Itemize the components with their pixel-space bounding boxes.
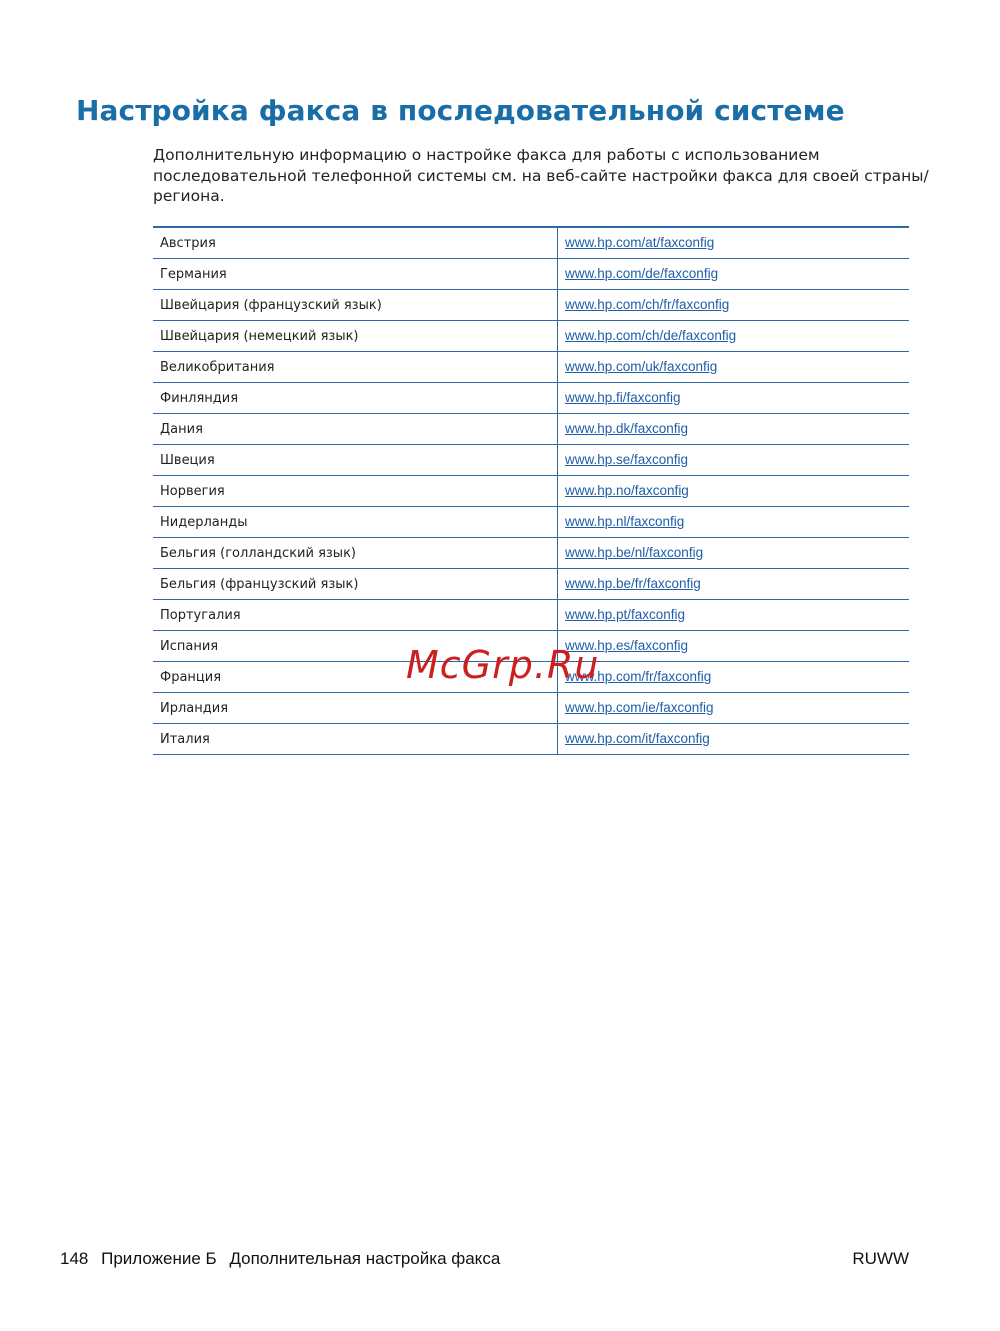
country-cell: Швеция bbox=[153, 445, 558, 476]
faxconfig-link[interactable]: www.hp.com/it/faxconfig bbox=[565, 731, 710, 746]
faxconfig-link[interactable]: www.hp.com/ch/de/faxconfig bbox=[565, 328, 737, 343]
country-cell: Бельгия (голландский язык) bbox=[153, 538, 558, 569]
intro-line: последовательной телефонной системы см. на веб-сайте настройки факса для своей страны/ bbox=[153, 166, 929, 185]
country-cell: Австрия bbox=[153, 227, 558, 259]
faxconfig-link[interactable]: www.hp.com/fr/faxconfig bbox=[565, 669, 712, 684]
footer-locale: RUWW bbox=[852, 1249, 909, 1268]
country-cell: Швейцария (французский язык) bbox=[153, 290, 558, 321]
faxconfig-link[interactable]: www.hp.com/ie/faxconfig bbox=[565, 700, 714, 715]
faxconfig-link[interactable]: www.hp.be/fr/faxconfig bbox=[565, 576, 701, 591]
faxconfig-link[interactable]: www.hp.no/faxconfig bbox=[565, 483, 689, 498]
footer-section: Дополнительная настройка факса bbox=[229, 1249, 501, 1268]
country-cell: Испания bbox=[153, 631, 558, 662]
faxconfig-link[interactable]: www.hp.be/nl/faxconfig bbox=[565, 545, 704, 560]
intro-line: региона. bbox=[153, 187, 225, 205]
country-cell: Великобритания bbox=[153, 352, 558, 383]
faxconfig-link[interactable]: www.hp.fi/faxconfig bbox=[565, 390, 681, 405]
country-cell: Франция bbox=[153, 662, 558, 693]
table-row bbox=[153, 693, 909, 724]
faxconfig-link[interactable]: www.hp.com/at/faxconfig bbox=[565, 235, 715, 250]
country-cell: Финляндия bbox=[153, 383, 558, 414]
faxconfig-link[interactable]: www.hp.com/ch/fr/faxconfig bbox=[565, 297, 730, 312]
faxconfig-link[interactable]: www.hp.pt/faxconfig bbox=[565, 607, 686, 622]
watermark: McGrp.Ru bbox=[406, 643, 600, 687]
country-cell: Ирландия bbox=[153, 693, 558, 724]
country-cell: Германия bbox=[153, 259, 558, 290]
table-row bbox=[153, 290, 909, 321]
faxconfig-link[interactable]: www.hp.dk/faxconfig bbox=[565, 421, 689, 436]
country-cell: Португалия bbox=[153, 600, 558, 631]
table-row bbox=[153, 476, 909, 507]
table-row bbox=[153, 321, 909, 352]
country-cell: Швейцария (немецкий язык) bbox=[153, 321, 558, 352]
faxconfig-link[interactable]: www.hp.es/faxconfig bbox=[565, 638, 689, 653]
table-row bbox=[153, 352, 909, 383]
country-cell: Бельгия (французский язык) bbox=[153, 569, 558, 600]
faxconfig-link[interactable]: www.hp.se/faxconfig bbox=[565, 452, 689, 467]
page-title: Настройка факса в последовательной системе bbox=[76, 94, 845, 127]
table-row bbox=[153, 507, 909, 538]
table-row bbox=[153, 724, 909, 755]
table-row bbox=[153, 414, 909, 445]
table-row bbox=[153, 227, 909, 259]
intro-paragraph bbox=[153, 145, 929, 207]
footer-appendix: Приложение Б bbox=[101, 1249, 217, 1268]
table-row bbox=[153, 259, 909, 290]
table-row bbox=[153, 600, 909, 631]
intro-line: Дополнительную информацию о настройке факса для работы с использованием bbox=[153, 146, 820, 164]
page-footer bbox=[60, 1249, 508, 1269]
country-cell: Нидерланды bbox=[153, 507, 558, 538]
country-cell: Норвегия bbox=[153, 476, 558, 507]
faxconfig-link[interactable]: www.hp.com/uk/faxconfig bbox=[565, 359, 718, 374]
faxconfig-link[interactable]: www.hp.com/de/faxconfig bbox=[565, 266, 719, 281]
table-row bbox=[153, 569, 909, 600]
table-row bbox=[153, 538, 909, 569]
country-cell: Италия bbox=[153, 724, 558, 755]
faxconfig-link[interactable]: www.hp.nl/faxconfig bbox=[565, 514, 685, 529]
page-number: 148 bbox=[60, 1249, 89, 1268]
table-row bbox=[153, 383, 909, 414]
country-cell: Дания bbox=[153, 414, 558, 445]
table-row bbox=[153, 445, 909, 476]
